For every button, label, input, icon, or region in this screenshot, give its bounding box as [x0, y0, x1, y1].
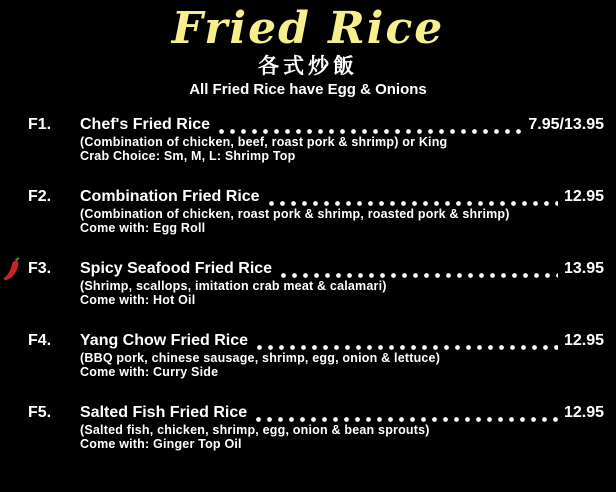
item-row — [28, 187, 604, 207]
item-name: Chef's Fried Rice — [80, 116, 211, 133]
item-description-line: Come with: Curry Side — [80, 365, 219, 379]
item-code: F3. — [28, 260, 52, 277]
item-price: 7.95/13.95 — [528, 116, 604, 133]
menu-item — [28, 187, 604, 235]
dotted-leader — [266, 194, 558, 207]
item-description-line: (Combination of chicken, roast pork & shrimp, roasted pork & shrimp) — [80, 207, 510, 221]
menu-header — [0, 0, 616, 99]
menu-item — [28, 331, 604, 379]
item-row — [28, 259, 604, 279]
dotted-leader — [254, 338, 558, 351]
dotted-leader — [216, 122, 522, 135]
item-price: 12.95 — [563, 188, 604, 205]
item-description-line: (Shrimp, scallops, imitation crab meat & calamari) — [80, 279, 387, 293]
item-description-line: Come with: Hot Oil — [80, 293, 196, 307]
item-code: F1. — [28, 116, 52, 133]
item-name: Combination Fried Rice — [80, 188, 260, 205]
dotted-leader — [278, 266, 558, 279]
page-subtitle-chinese: 各式炒飯 — [258, 55, 358, 78]
item-description-line: (Salted fish, chicken, shrimp, egg, onion & bean sprouts) — [80, 423, 430, 437]
item-row — [28, 403, 604, 423]
chili-pepper-icon — [2, 256, 24, 282]
menu-item — [28, 115, 604, 163]
dotted-leader — [253, 410, 558, 423]
menu-item — [28, 403, 604, 451]
item-price: 13.95 — [563, 260, 604, 277]
item-code: F2. — [28, 188, 52, 205]
item-row — [28, 331, 604, 351]
item-name: Yang Chow Fried Rice — [80, 332, 249, 349]
item-description-line: Come with: Ginger Top Oil — [80, 437, 242, 451]
item-price: 12.95 — [563, 332, 604, 349]
item-name: Salted Fish Fried Rice — [80, 404, 248, 421]
item-name: Spicy Seafood Fried Rice — [80, 260, 273, 277]
item-description-line: (BBQ pork, chinese sausage, shrimp, egg, onion & lettuce) — [80, 351, 441, 365]
item-price: 12.95 — [563, 404, 604, 421]
item-code: F4. — [28, 332, 52, 349]
item-code: F5. — [28, 404, 52, 421]
menu-item — [28, 259, 604, 307]
page-title: Fried Rice — [171, 3, 445, 54]
menu-item-list — [0, 115, 616, 451]
item-description-line: (Combination of chicken, beef, roast pork & shrimp) or King — [80, 135, 448, 149]
menu-note: All Fried Rice have Egg & Onions — [189, 81, 427, 98]
item-description-line: Crab Choice: Sm, M, L: Shrimp Top — [80, 149, 296, 163]
item-row — [28, 115, 604, 135]
item-description-line: Come with: Egg Roll — [80, 221, 206, 235]
